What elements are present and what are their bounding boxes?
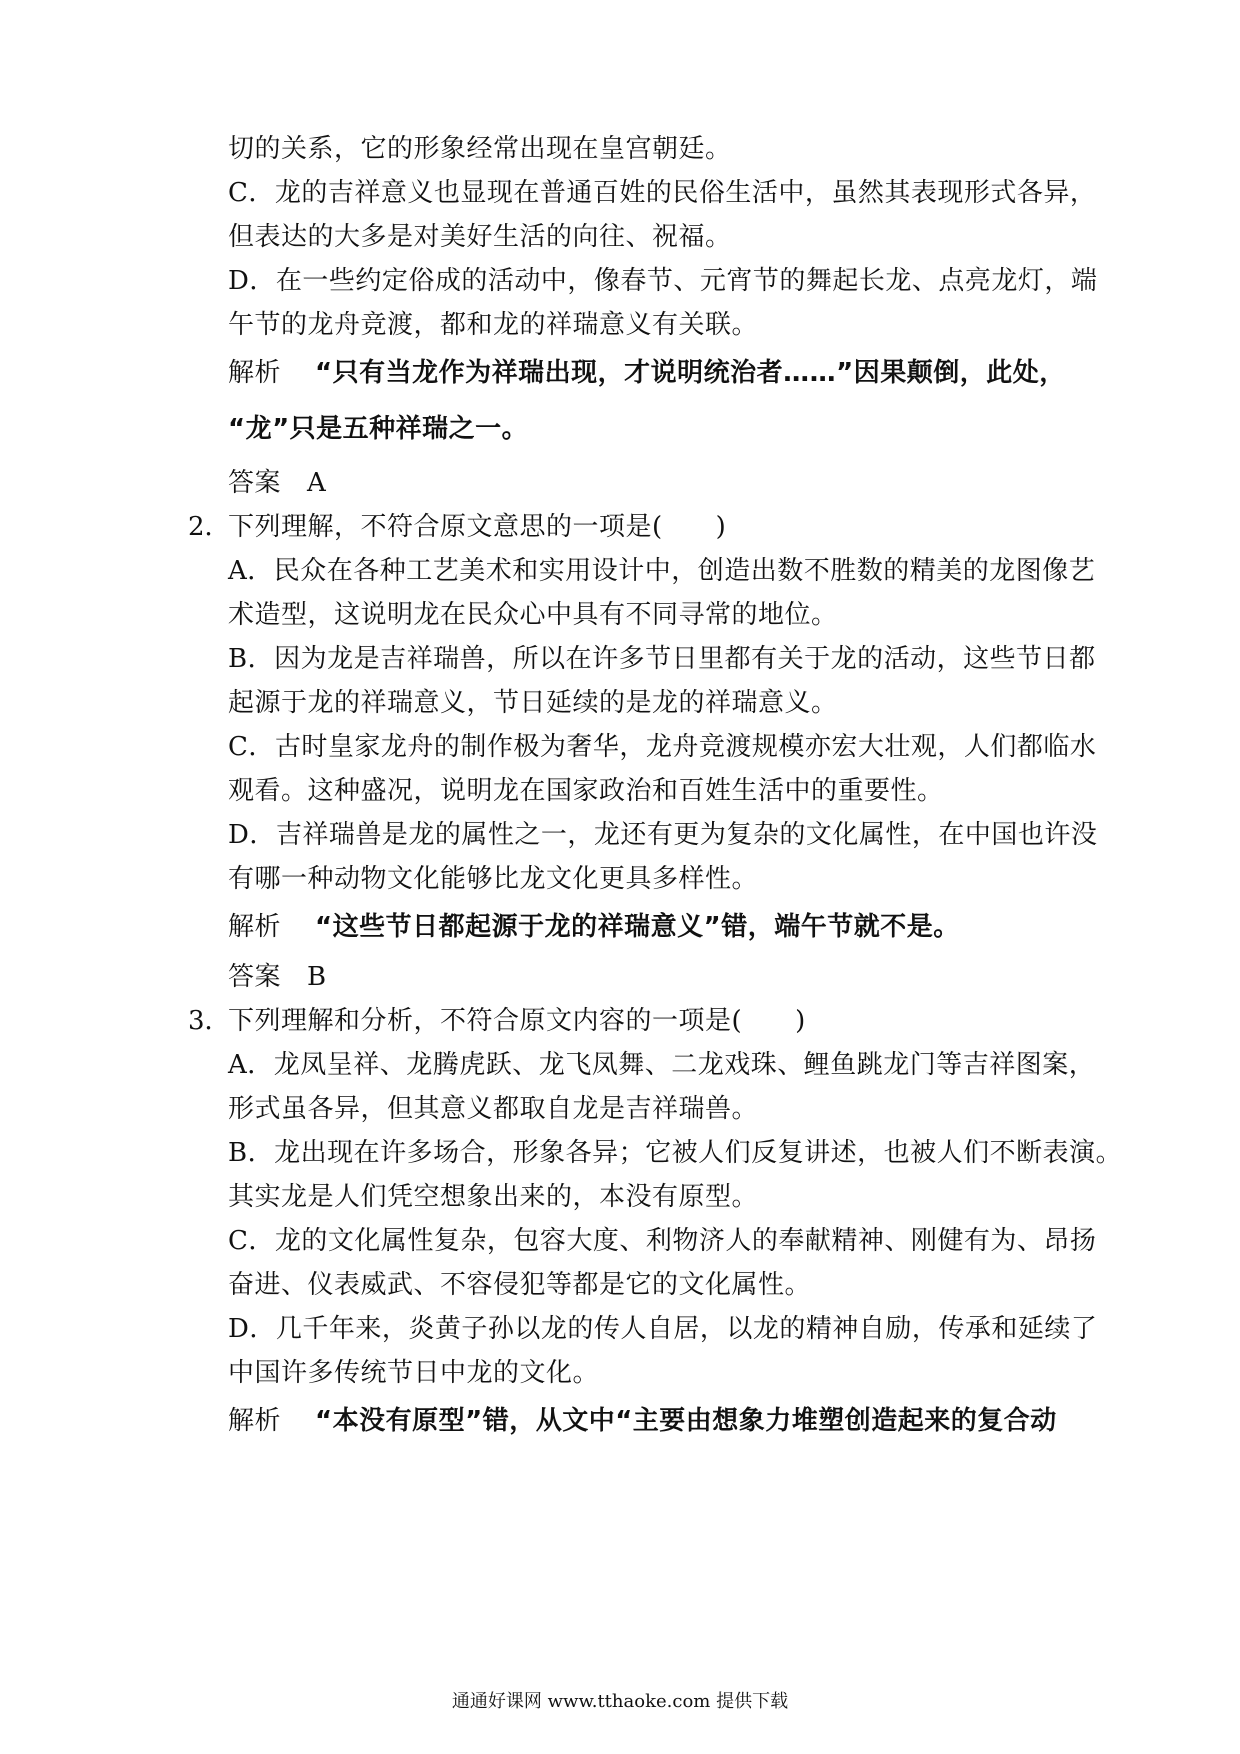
q3-option-c-line2: 奋进、仪表威武、不容侵犯等都是它的文化属性。 — [228, 1270, 812, 1300]
option-d-line2: 午节的龙舟竞渡，都和龙的祥瑞意义有关联。 — [228, 310, 759, 340]
q2-option-c-line2: 观看。这种盛况，说明龙在国家政治和百姓生活中的重要性。 — [228, 776, 944, 806]
option-c-line1: C．龙的吉祥意义也显现在普通百姓的民俗生活中，虽然其表现形式各异， — [228, 178, 1097, 208]
answer-label: 答案 — [228, 962, 282, 992]
q2-option-a-line2: 术造型，这说明龙在民众心中具有不同寻常的地位。 — [228, 600, 838, 630]
q1-analysis-line2: “龙”只是五种祥瑞之一。 — [228, 414, 529, 444]
q3-option-a-line1: A．龙凤呈祥、龙腾虎跃、龙飞凤舞、二龙戏珠、鲤鱼跳龙门等吉祥图案， — [228, 1050, 1096, 1080]
analysis-label: 解析 — [228, 912, 282, 942]
q3-option-d-line1: D．几千年来，炎黄子孙以龙的传人自居，以龙的精神自励，传承和延续了 — [228, 1314, 1098, 1344]
q2-option-a-line1: A．民众在各种工艺美术和实用设计中，创造出数不胜数的精美的龙图像艺 — [228, 556, 1096, 586]
answer-value: B — [307, 962, 327, 992]
q3-option-d-line2: 中国许多传统节日中龙的文化。 — [228, 1358, 600, 1388]
q2-option-d-line1: D．吉祥瑞兽是龙的属性之一，龙还有更为复杂的文化属性，在中国也许没 — [228, 820, 1098, 850]
analysis-text: “只有当龙作为祥瑞出现，才说明统治者……”因果颠倒，此处， — [315, 358, 1066, 388]
q2-stem: 下列理解，不符合原文意思的一项是( ) — [228, 512, 727, 542]
analysis-text: “这些节日都起源于龙的祥瑞意义”错，端午节就不是。 — [315, 912, 960, 942]
q3-option-b-line2: 其实龙是人们凭空想象出来的，本没有原型。 — [228, 1182, 759, 1212]
analysis-text: “本没有原型”错，从文中“主要由想象力堆塑创造起来的复合动 — [315, 1406, 1057, 1436]
q2-answer — [228, 960, 1058, 994]
q3-option-b-line1: B．龙出现在许多场合，形象各异；它被人们反复讲述，也被人们不断表演。 — [228, 1138, 1123, 1168]
answer-value: A — [307, 468, 327, 498]
q3-stem: 下列理解和分析，不符合原文内容的一项是( ) — [228, 1006, 806, 1036]
q2-option-b-line1: B．因为龙是吉祥瑞兽，所以在许多节日里都有关于龙的活动，这些节日都 — [228, 644, 1096, 674]
q2-number: 2． — [188, 512, 231, 542]
q1-analysis-line1 — [228, 356, 1066, 390]
q3-analysis — [228, 1404, 1058, 1438]
q3-option-c-line1: C．龙的文化属性复杂，包容大度、利物济人的奉献精神、刚健有为、昂扬 — [228, 1226, 1097, 1256]
analysis-label: 解析 — [228, 358, 282, 388]
q3-number: 3． — [188, 1006, 231, 1036]
page-footer: 通通好课网 www.tthaoke.com 提供下载 — [451, 1691, 789, 1712]
analysis-label: 解析 — [228, 1406, 282, 1436]
option-c-line2: 但表达的大多是对美好生活的向往、祝福。 — [228, 222, 732, 252]
answer-label: 答案 — [228, 468, 282, 498]
q3-option-a-line2: 形式虽各异，但其意义都取自龙是吉祥瑞兽。 — [228, 1094, 759, 1124]
q1-answer — [228, 466, 1058, 500]
q2-analysis — [228, 910, 1058, 944]
q2-option-b-line2: 起源于龙的祥瑞意义，节日延续的是龙的祥瑞意义。 — [228, 688, 838, 718]
q2-option-d-line2: 有哪一种动物文化能够比龙文化更具多样性。 — [228, 864, 759, 894]
option-d-line1: D．在一些约定俗成的活动中，像春节、元宵节的舞起长龙、点亮龙灯，端 — [228, 266, 1098, 296]
text-line: 切的关系，它的形象经常出现在皇宫朝廷。 — [228, 134, 732, 164]
q2-option-c-line1: C．古时皇家龙舟的制作极为奢华，龙舟竞渡规模亦宏大壮观，人们都临水 — [228, 732, 1097, 762]
